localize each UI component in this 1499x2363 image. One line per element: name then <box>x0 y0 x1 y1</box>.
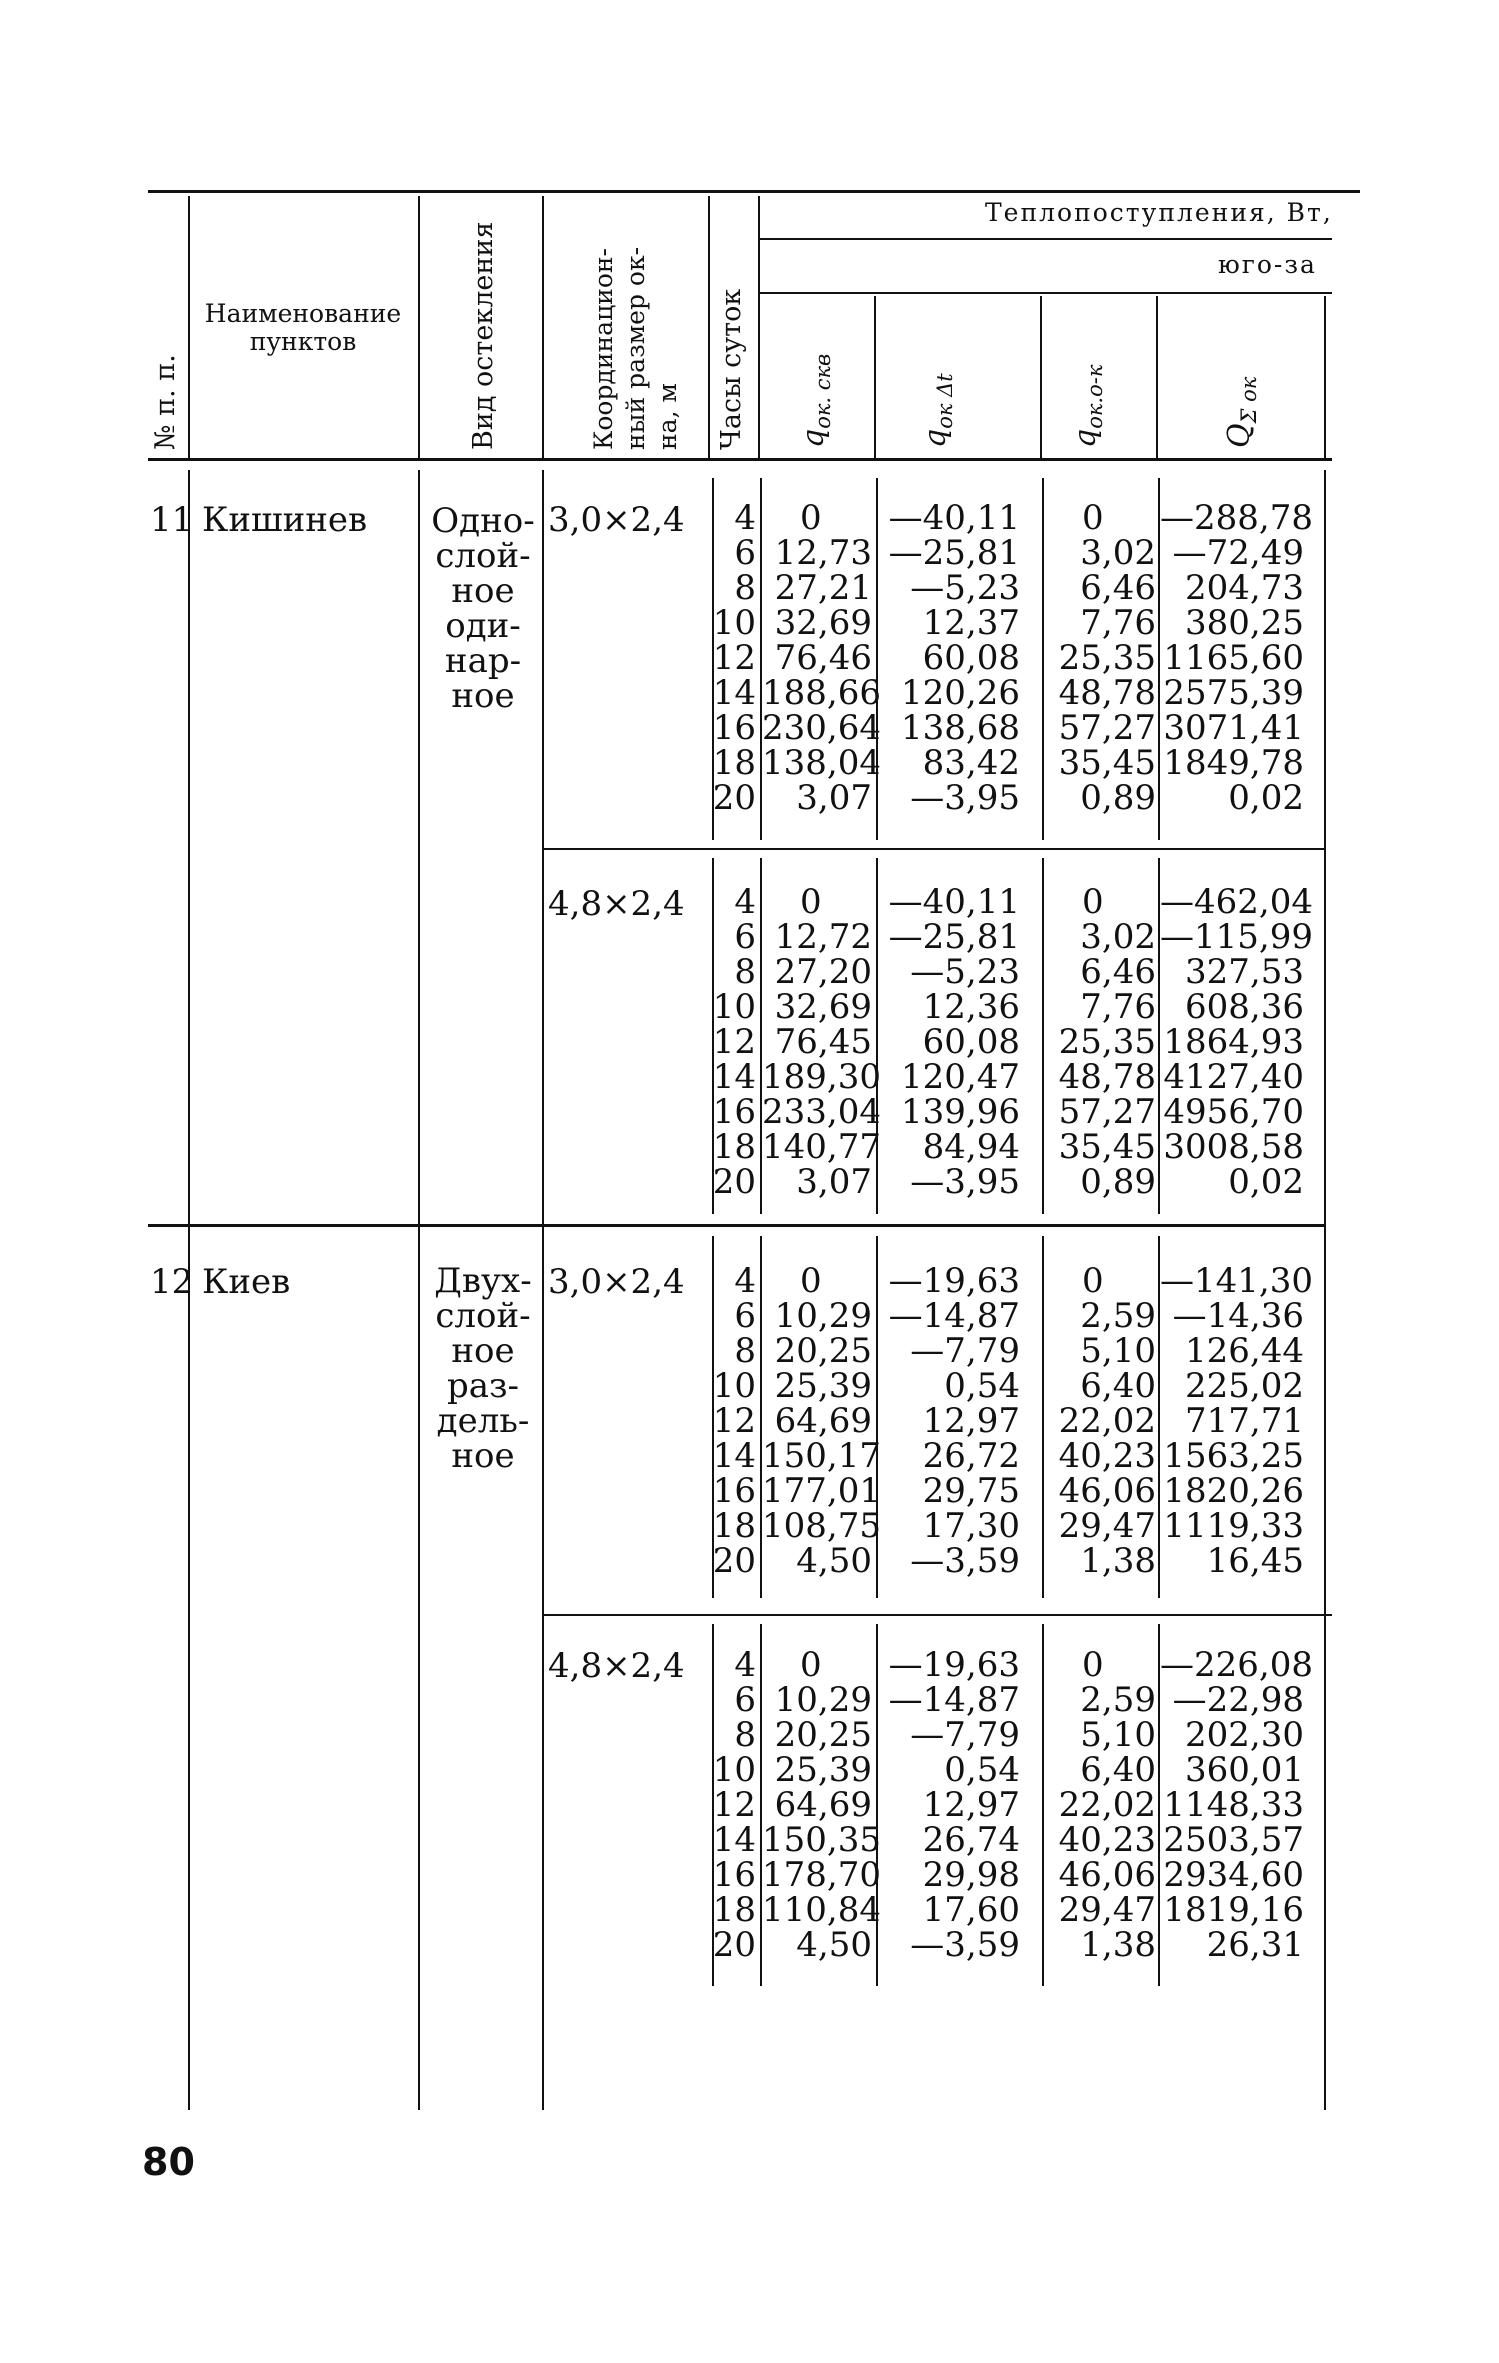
value-cell: 83,42 <box>922 743 1020 783</box>
value-cell: 202,30 <box>1185 1715 1304 1755</box>
value-cell: 7,76 <box>1080 603 1156 643</box>
q-skv-column <box>762 1645 881 1965</box>
value-cell: —3,95 <box>910 1162 1020 1202</box>
value-cell: —14,36 <box>1172 1296 1304 1336</box>
value-cell: 57,27 <box>1058 708 1156 748</box>
value-cell: 120,26 <box>901 673 1020 713</box>
value-cell: 2934,60 <box>1163 1855 1304 1895</box>
hour-cell: 12 <box>712 1785 756 1825</box>
value-cell: 5,10 <box>1080 1715 1156 1755</box>
q-subscript: ок. скв <box>811 353 835 429</box>
value-cell: —5,23 <box>910 568 1020 608</box>
value-cell: 0 <box>800 882 822 922</box>
glazing-line: нар- <box>444 641 522 681</box>
glazing-line: слой- <box>435 536 531 576</box>
hour-cell: 10 <box>712 1750 756 1790</box>
value-cell: 64,69 <box>774 1785 872 1825</box>
value-cell: 76,46 <box>774 638 872 678</box>
value-cell: 26,72 <box>922 1436 1020 1476</box>
hours-column <box>712 1261 756 1581</box>
block-separator-rule <box>542 1614 1332 1616</box>
hour-cell: 4 <box>734 1645 756 1685</box>
value-cell: —3,59 <box>910 1925 1020 1965</box>
value-cell: —22,98 <box>1172 1680 1304 1720</box>
value-cell: 60,08 <box>922 638 1020 678</box>
value-cell: 1820,26 <box>1163 1471 1304 1511</box>
value-cell: 150,17 <box>762 1436 881 1476</box>
value-cell: 32,69 <box>774 603 872 643</box>
value-cell: 20,25 <box>774 1331 872 1371</box>
value-cell: 1849,78 <box>1163 743 1304 783</box>
value-cell: —40,11 <box>888 882 1020 922</box>
value-cell: 27,20 <box>774 952 872 992</box>
body-col-sep <box>1324 470 1326 2110</box>
hours-column <box>712 1645 756 1965</box>
value-cell: 6,46 <box>1080 568 1156 608</box>
value-cell: 717,71 <box>1185 1401 1304 1441</box>
value-cell: 1,38 <box>1080 1925 1156 1965</box>
value-cell: 35,45 <box>1058 1127 1156 1167</box>
value-cell: 0 <box>800 1645 822 1685</box>
header-col-size-line: на, м <box>653 383 682 450</box>
value-cell: 6,46 <box>1080 952 1156 992</box>
q-symbol: q <box>796 428 831 448</box>
glazing-type <box>424 501 542 716</box>
hour-cell: 14 <box>712 1057 756 1097</box>
value-cell: 2503,57 <box>1163 1820 1304 1860</box>
q-symbol: Q <box>1222 423 1257 448</box>
q-symbol: q <box>1068 428 1103 448</box>
value-cell: 60,08 <box>922 1022 1020 1062</box>
value-cell: 139,96 <box>901 1092 1020 1132</box>
window-size: 3,0×2,4 <box>548 500 685 540</box>
value-cell: 12,36 <box>922 987 1020 1027</box>
value-cell: —25,81 <box>888 533 1020 573</box>
value-cell: 0 <box>800 498 822 538</box>
hours-column <box>712 882 756 1202</box>
value-cell: 40,23 <box>1058 1820 1156 1860</box>
header-col-size <box>588 247 684 450</box>
q-dt-column <box>878 1645 1020 1965</box>
hour-cell: 12 <box>712 1022 756 1062</box>
q-sum-column <box>1160 498 1313 818</box>
value-cell: 0 <box>1082 1261 1104 1301</box>
value-cell: —25,81 <box>888 917 1020 957</box>
header-col-name: Наименование пунктов <box>204 299 402 356</box>
value-cell: 110,84 <box>762 1890 881 1930</box>
value-cell: —40,11 <box>888 498 1020 538</box>
glazing-line: Одно- <box>431 501 535 541</box>
value-cell: 233,04 <box>762 1092 881 1132</box>
value-cell: 1,38 <box>1080 1541 1156 1581</box>
value-cell: 2,59 <box>1080 1296 1156 1336</box>
value-cell: 3,02 <box>1080 533 1156 573</box>
col-sep <box>758 196 760 458</box>
hours-column <box>712 498 756 818</box>
value-cell: 12,72 <box>774 917 872 957</box>
value-cell: 46,06 <box>1058 1855 1156 1895</box>
value-cell: —14,87 <box>888 1680 1020 1720</box>
value-cell: 26,74 <box>922 1820 1020 1860</box>
hour-cell: 20 <box>712 1162 756 1202</box>
hour-cell: 10 <box>712 1366 756 1406</box>
header-col-q-sum <box>1222 377 1261 448</box>
value-cell: 27,21 <box>774 568 872 608</box>
value-cell: —3,59 <box>910 1541 1020 1581</box>
subgroup-title: юго-за <box>1218 250 1317 279</box>
glazing-line: дель- <box>436 1401 530 1441</box>
value-cell: —141,30 <box>1160 1261 1313 1301</box>
hour-cell: 18 <box>712 743 756 783</box>
value-cell: 1148,33 <box>1163 1785 1304 1825</box>
header-col-size-line: ный размер ок- <box>621 246 650 450</box>
entry-city-name: Киев <box>202 1262 291 1302</box>
glazing-line: слой- <box>435 1296 531 1336</box>
value-cell: —72,49 <box>1172 533 1304 573</box>
value-cell: 12,97 <box>922 1785 1020 1825</box>
value-cell: 2575,39 <box>1163 673 1304 713</box>
col-sep <box>542 196 544 458</box>
value-cell: 0 <box>1082 1645 1104 1685</box>
value-cell: 4,50 <box>796 1541 872 1581</box>
group-header-rule <box>758 238 1332 240</box>
value-cell: —7,79 <box>910 1715 1020 1755</box>
value-cell: 17,60 <box>922 1890 1020 1930</box>
header-bottom-rule <box>148 458 1332 461</box>
col-sep <box>188 196 190 458</box>
q-ok-column <box>1044 1645 1156 1965</box>
value-cell: —115,99 <box>1160 917 1313 957</box>
value-cell: 84,94 <box>922 1127 1020 1167</box>
hour-cell: 4 <box>734 1261 756 1301</box>
value-cell: 5,10 <box>1080 1331 1156 1371</box>
hour-cell: 18 <box>712 1127 756 1167</box>
header-col-q-dt <box>918 373 957 448</box>
value-cell: 4956,70 <box>1163 1092 1304 1132</box>
hour-cell: 12 <box>712 638 756 678</box>
value-cell: 150,35 <box>762 1820 881 1860</box>
value-cell: 177,01 <box>762 1471 881 1511</box>
value-cell: —19,63 <box>888 1261 1020 1301</box>
value-cell: 29,75 <box>922 1471 1020 1511</box>
value-cell: 3,07 <box>796 778 872 818</box>
hour-cell: 18 <box>712 1506 756 1546</box>
q-skv-column <box>762 498 881 818</box>
q-subscript: Σ ок <box>1237 376 1261 424</box>
value-cell: 57,27 <box>1058 1092 1156 1132</box>
hour-cell: 10 <box>712 603 756 643</box>
value-cell: 0 <box>800 1261 822 1301</box>
value-cell: 20,25 <box>774 1715 872 1755</box>
q-dt-column <box>878 1261 1020 1581</box>
value-cell: 0,89 <box>1080 1162 1156 1202</box>
value-cell: —19,63 <box>888 1645 1020 1685</box>
value-cell: 188,66 <box>762 673 881 713</box>
value-cell: 126,44 <box>1185 1331 1304 1371</box>
value-cell: 40,23 <box>1058 1436 1156 1476</box>
hour-cell: 4 <box>734 498 756 538</box>
value-cell: 1119,33 <box>1163 1506 1304 1546</box>
glazing-line: ное <box>451 676 515 716</box>
value-cell: 3,02 <box>1080 917 1156 957</box>
value-cell: 225,02 <box>1185 1366 1304 1406</box>
hour-cell: 6 <box>734 1680 756 1720</box>
header-col-q-skv <box>796 354 835 448</box>
hour-cell: 16 <box>712 708 756 748</box>
value-cell: 0 <box>1082 498 1104 538</box>
header-col-size-line: Координацион- <box>589 248 618 450</box>
hour-cell: 6 <box>734 533 756 573</box>
value-cell: 178,70 <box>762 1855 881 1895</box>
q-dt-column <box>878 498 1020 818</box>
value-cell: 1819,16 <box>1163 1890 1304 1930</box>
value-cell: 76,45 <box>774 1022 872 1062</box>
value-cell: 189,30 <box>762 1057 881 1097</box>
value-cell: 230,64 <box>762 708 881 748</box>
value-cell: 1165,60 <box>1163 638 1304 678</box>
body-col-sep <box>418 470 420 2110</box>
hour-cell: 16 <box>712 1092 756 1132</box>
hour-cell: 16 <box>712 1471 756 1511</box>
q-skv-column <box>762 882 881 1202</box>
hour-cell: 10 <box>712 987 756 1027</box>
group-title: Теплопоступления, Вт, <box>985 198 1333 227</box>
col-sep <box>418 196 420 458</box>
value-cell: 0 <box>1082 882 1104 922</box>
col-sep <box>1156 296 1158 458</box>
value-cell: 0,02 <box>1228 778 1304 818</box>
value-cell: 140,77 <box>762 1127 881 1167</box>
col-sep <box>708 196 710 458</box>
value-cell: 3071,41 <box>1163 708 1304 748</box>
value-cell: 3008,58 <box>1163 1127 1304 1167</box>
value-cell: —5,23 <box>910 952 1020 992</box>
col-sep <box>1040 296 1042 458</box>
value-cell: 12,73 <box>774 533 872 573</box>
value-cell: 25,39 <box>774 1750 872 1790</box>
value-cell: 29,98 <box>922 1855 1020 1895</box>
glazing-line: раз- <box>446 1366 520 1406</box>
value-cell: 0,02 <box>1228 1162 1304 1202</box>
value-cell: 0,54 <box>944 1750 1020 1790</box>
value-cell: 360,01 <box>1185 1750 1304 1790</box>
value-cell: 6,40 <box>1080 1366 1156 1406</box>
value-cell: 204,73 <box>1185 568 1304 608</box>
hour-cell: 4 <box>734 882 756 922</box>
value-cell: 29,47 <box>1058 1890 1156 1930</box>
value-cell: 22,02 <box>1058 1401 1156 1441</box>
glazing-line: ное <box>451 571 515 611</box>
value-cell: 12,37 <box>922 603 1020 643</box>
value-cell: 138,04 <box>762 743 881 783</box>
value-cell: 12,97 <box>922 1401 1020 1441</box>
q-symbol: q <box>918 428 953 448</box>
body-col-sep <box>542 470 544 2110</box>
hour-cell: 12 <box>712 1401 756 1441</box>
col-sep <box>874 296 876 458</box>
hour-cell: 6 <box>734 1296 756 1336</box>
glazing-line: оди- <box>445 606 521 646</box>
hour-cell: 14 <box>712 1436 756 1476</box>
value-cell: 25,35 <box>1058 1022 1156 1062</box>
value-cell: 1864,93 <box>1163 1022 1304 1062</box>
value-cell: —3,95 <box>910 778 1020 818</box>
q-ok-column <box>1044 1261 1156 1581</box>
hour-cell: 16 <box>712 1855 756 1895</box>
value-cell: 608,36 <box>1185 987 1304 1027</box>
value-cell: 17,30 <box>922 1506 1020 1546</box>
glazing-line: ное <box>451 1331 515 1371</box>
value-cell: 16,45 <box>1206 1541 1304 1581</box>
value-cell: 48,78 <box>1058 673 1156 713</box>
header-col-q-ok <box>1068 365 1107 448</box>
value-cell: 29,47 <box>1058 1506 1156 1546</box>
header-col-num: № п. п. <box>150 354 181 450</box>
value-cell: 25,39 <box>774 1366 872 1406</box>
value-cell: 3,07 <box>796 1162 872 1202</box>
q-sum-column <box>1160 1645 1313 1965</box>
entry-number: 11 <box>150 500 194 540</box>
value-cell: 10,29 <box>774 1296 872 1336</box>
entry-separator-rule <box>148 1224 1324 1227</box>
value-cell: 35,45 <box>1058 743 1156 783</box>
q-subscript: ок.о-к <box>1083 364 1107 429</box>
value-cell: 120,47 <box>901 1057 1020 1097</box>
q-subscript: ок Δt <box>933 373 957 429</box>
hour-cell: 14 <box>712 673 756 713</box>
value-cell: 32,69 <box>774 987 872 1027</box>
entry-city-name: Кишинев <box>202 500 368 540</box>
glazing-line: Двух- <box>434 1261 532 1301</box>
value-cell: 10,29 <box>774 1680 872 1720</box>
glazing-type <box>424 1261 542 1476</box>
value-cell: 1563,25 <box>1163 1436 1304 1476</box>
value-cell: —7,79 <box>910 1331 1020 1371</box>
hour-cell: 20 <box>712 1541 756 1581</box>
subgroup-header-rule <box>758 292 1332 294</box>
value-cell: 0,89 <box>1080 778 1156 818</box>
value-cell: 46,06 <box>1058 1471 1156 1511</box>
q-skv-column <box>762 1261 881 1581</box>
q-sum-column <box>1160 882 1313 1202</box>
value-cell: 327,53 <box>1185 952 1304 992</box>
value-cell: 25,35 <box>1058 638 1156 678</box>
value-cell: 6,40 <box>1080 1750 1156 1790</box>
value-cell: —288,78 <box>1160 498 1313 538</box>
value-cell: 4,50 <box>796 1925 872 1965</box>
value-cell: —14,87 <box>888 1296 1020 1336</box>
hour-cell: 14 <box>712 1820 756 1860</box>
header-col-hours: Часы суток <box>716 288 747 450</box>
value-cell: 138,68 <box>901 708 1020 748</box>
q-ok-column <box>1044 498 1156 818</box>
hour-cell: 8 <box>734 568 756 608</box>
window-size: 3,0×2,4 <box>548 1262 685 1302</box>
value-cell: 2,59 <box>1080 1680 1156 1720</box>
entry-number: 12 <box>150 1262 194 1302</box>
q-dt-column <box>878 882 1020 1202</box>
window-size: 4,8×2,4 <box>548 884 685 924</box>
window-size: 4,8×2,4 <box>548 1646 685 1686</box>
value-cell: 4127,40 <box>1163 1057 1304 1097</box>
value-cell: 26,31 <box>1206 1925 1304 1965</box>
hour-cell: 8 <box>734 952 756 992</box>
hour-cell: 6 <box>734 917 756 957</box>
table-top-rule <box>148 190 1360 193</box>
value-cell: 108,75 <box>762 1506 881 1546</box>
glazing-line: ное <box>451 1436 515 1476</box>
hour-cell: 20 <box>712 778 756 818</box>
q-sum-column <box>1160 1261 1313 1581</box>
hour-cell: 18 <box>712 1890 756 1930</box>
page-number: 80 <box>142 2140 195 2184</box>
q-ok-column <box>1044 882 1156 1202</box>
block-separator-rule <box>542 848 1324 850</box>
value-cell: 64,69 <box>774 1401 872 1441</box>
hour-cell: 20 <box>712 1925 756 1965</box>
hour-cell: 8 <box>734 1331 756 1371</box>
hour-cell: 8 <box>734 1715 756 1755</box>
header-col-glazing: Вид остекления <box>468 221 499 450</box>
value-cell: 7,76 <box>1080 987 1156 1027</box>
value-cell: 48,78 <box>1058 1057 1156 1097</box>
col-sep <box>1324 296 1326 458</box>
value-cell: 380,25 <box>1185 603 1304 643</box>
value-cell: 22,02 <box>1058 1785 1156 1825</box>
value-cell: —462,04 <box>1160 882 1313 922</box>
value-cell: 0,54 <box>944 1366 1020 1406</box>
value-cell: —226,08 <box>1160 1645 1313 1685</box>
